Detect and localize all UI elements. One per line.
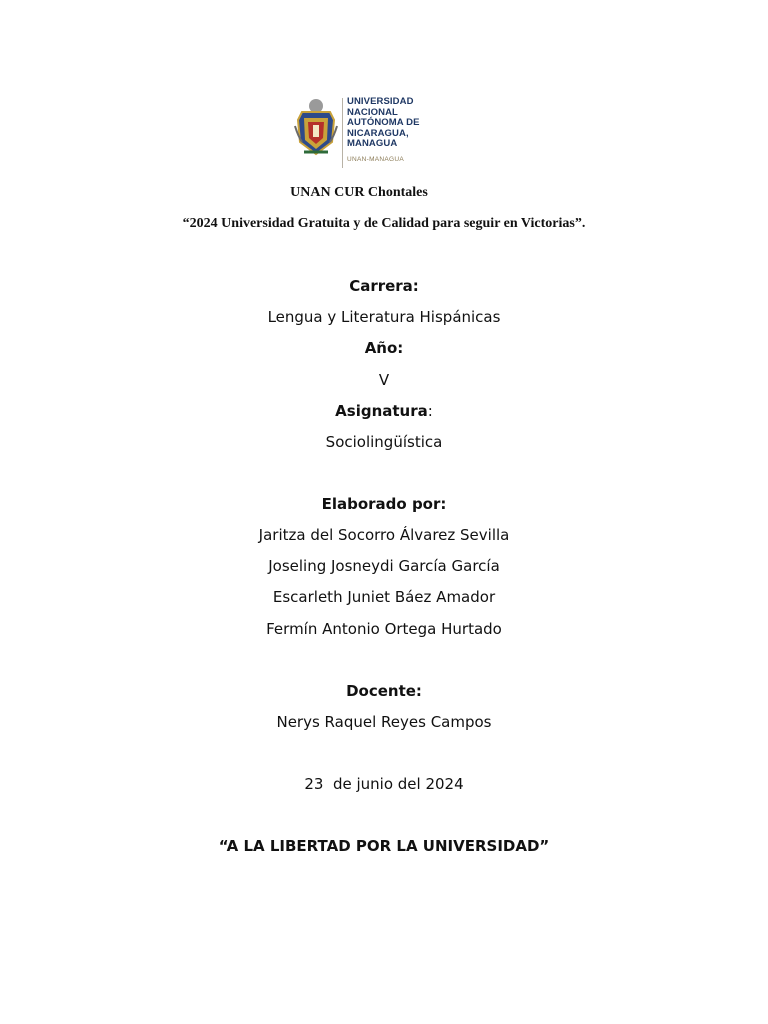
logo-line: NACIONAL [347, 106, 398, 118]
subject-heading [0, 402, 768, 420]
logo-divider [342, 98, 343, 168]
subject-colon: : [427, 402, 433, 420]
logo-line: AUTÓNOMA DE [347, 117, 420, 129]
author-name: Escarleth Juniet Báez Amador [272, 588, 496, 606]
author-name: Fermín Antonio Ortega Hurtado [266, 620, 502, 638]
career-label: Carrera: [349, 277, 419, 295]
year-value: V [378, 371, 390, 389]
year-label: Año: [364, 339, 404, 357]
career-value: Lengua y Literatura Hispánicas [267, 308, 501, 326]
logo-line: UNIVERSIDAD [347, 96, 414, 107]
document-date: 23 de junio del 2024 [304, 775, 464, 793]
footer-motto: “A LA LIBERTAD POR LA UNIVERSIDAD” [218, 837, 550, 855]
logo-line: MANAGUA [347, 138, 398, 150]
university-logo [292, 92, 432, 172]
logo-subtitle: UNAN-MANAGUA [347, 156, 405, 163]
teacher-label: Docente: [346, 682, 422, 700]
logo-wordmark [347, 97, 420, 150]
subject-label: Asignatura [335, 402, 428, 420]
logo-line: NICARAGUA, [347, 127, 409, 139]
institution-motto: “2024 Universidad Gratuita y de Calidad para seguir en Victorias”. [182, 216, 586, 231]
authors-label: Elaborado por: [321, 495, 447, 513]
university-crest-icon [294, 96, 338, 158]
author-name: Jaritza del Socorro Álvarez Sevilla [258, 526, 510, 544]
institution-name: UNAN CUR Chontales [290, 185, 428, 200]
teacher-name: Nerys Raquel Reyes Campos [276, 713, 492, 731]
author-name: Joseling Josneydi García García [268, 557, 500, 575]
subject-value: Sociolingüística [325, 433, 443, 451]
